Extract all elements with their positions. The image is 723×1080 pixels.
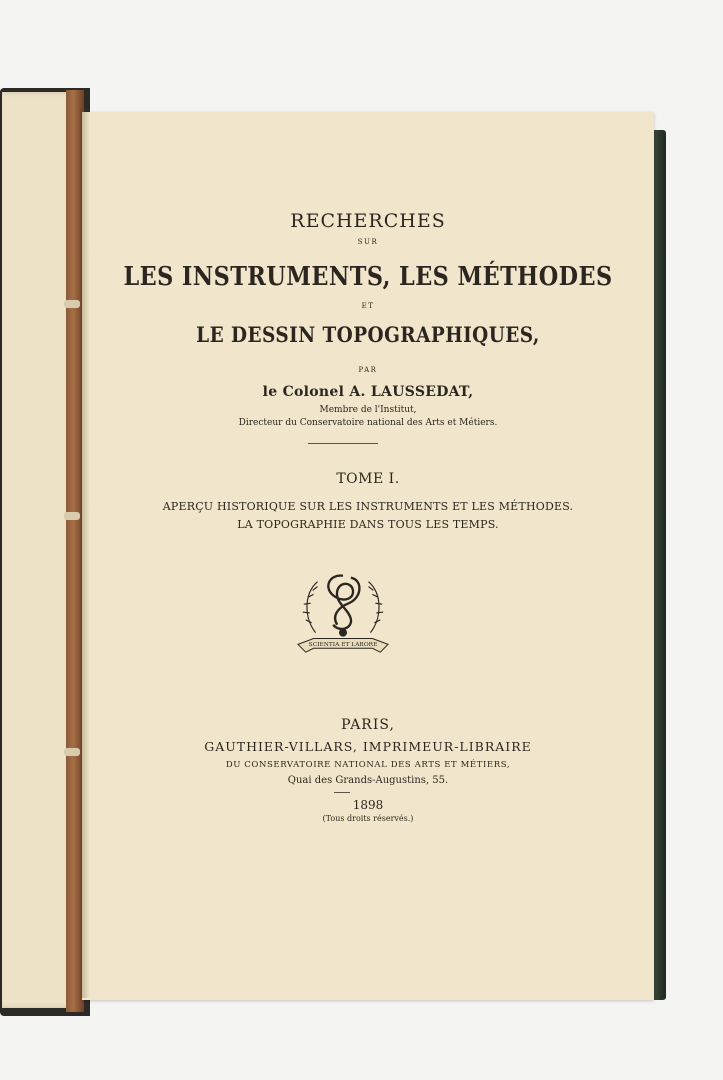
publisher-name: GAUTHIER-VILLARS, IMPRIMEUR-LIBRAIRE [204,739,532,754]
gutter-shadow [80,108,90,998]
subtitle-line1: APERÇU HISTORIQUE SUR LES INSTRUMENTS ET LES MÉTHODES. [162,500,574,513]
main-title-line2: LE DESSIN TOPOGRAPHIQUES, [196,322,540,347]
word-par: PAR [358,366,378,374]
author-title-1: Membre de l'Institut, [319,405,417,415]
publisher-address: Quai des Grands-Augustins, 55. [287,775,449,786]
divider-rule [308,443,378,444]
publication-city: PARIS, [341,717,395,733]
publication-year: 1898 [352,798,384,812]
publisher-line2: DU CONSERVATOIRE NATIONAL DES ARTS ET MÉTIERS, [225,760,511,770]
heading-recherches: RECHERCHES [290,210,446,232]
word-et: ET [361,302,375,310]
divider-rule-small [334,792,350,793]
binding-stitch [64,512,80,520]
book-right-edge [652,130,666,1000]
rights-notice: (Tous droits réservés.) [322,814,414,823]
binding-stitch [64,300,80,308]
title-page [82,112,654,1000]
binding-stitch [64,748,80,756]
subtitle-line2: LA TOPOGRAPHIE DANS TOUS LES TEMPS. [237,518,499,531]
word-sur: SUR [357,238,379,246]
main-title-line1: LES INSTRUMENTS, LES MÉTHODES [123,262,613,292]
tome-label: TOME I. [336,471,400,487]
publisher-emblem-icon [294,562,392,664]
author-title-2: Directeur du Conservatoire national des Arts et Métiers. [238,418,498,428]
author-name: le Colonel A. LAUSSEDAT, [262,384,474,400]
emblem-motto: SCIENTIA ET LABORE [308,641,378,648]
